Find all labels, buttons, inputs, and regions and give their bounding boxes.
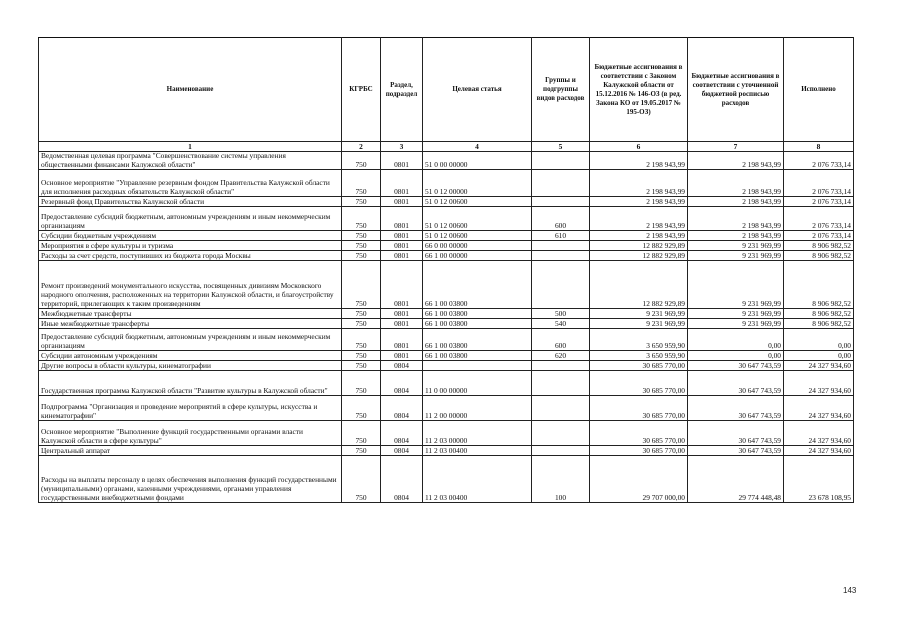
row-name: Государственная программа Калужской области "Развитие культуры в Калужской области" (39, 371, 342, 396)
row-target-article (423, 361, 532, 371)
row-executed-amount: 2 076 733,14 (784, 170, 854, 197)
header-section: Раздел, подраздел (381, 38, 423, 142)
row-expense-group: 620 (532, 351, 590, 361)
row-name: Расходы за счет средств, поступивших из бюджета города Москвы (39, 251, 342, 261)
table-row (39, 361, 854, 371)
row-name: Расходы на выплаты персоналу в целях обеспечения выполнения функций государственными (муниципальными) органами, казенными учреждениями, органами управления государственными внебюджетными фондами (39, 456, 342, 503)
row-name: Центральный аппарат (39, 446, 342, 456)
row-kgrbs: 750 (342, 261, 381, 309)
row-refined-amount: 9 231 969,99 (688, 319, 784, 329)
header-kgrbs: КГРБС (342, 38, 381, 142)
row-executed-amount: 24 327 934,60 (784, 361, 854, 371)
row-law-amount: 30 685 770,00 (590, 396, 688, 421)
row-name: Другие вопросы в области культуры, кинематографии (39, 361, 342, 371)
row-kgrbs: 750 (342, 197, 381, 207)
row-kgrbs: 750 (342, 207, 381, 231)
table-row (39, 207, 854, 231)
row-law-amount: 2 198 943,99 (590, 170, 688, 197)
row-expense-group (532, 371, 590, 396)
row-law-amount: 30 685 770,00 (590, 421, 688, 446)
row-target-article: 51 0 12 00600 (423, 207, 532, 231)
row-name: Подпрограмма "Организация и проведение мероприятий в сфере культуры, искусства и кинематографии" (39, 396, 342, 421)
row-refined-amount: 30 647 743,59 (688, 446, 784, 456)
row-target-article: 66 1 00 03800 (423, 309, 532, 319)
row-executed-amount: 8 906 982,52 (784, 261, 854, 309)
row-section: 0804 (381, 456, 423, 503)
row-section: 0804 (381, 446, 423, 456)
row-target-article: 11 2 00 00000 (423, 396, 532, 421)
row-expense-group (532, 170, 590, 197)
row-section: 0801 (381, 261, 423, 309)
row-target-article: 66 1 00 03800 (423, 319, 532, 329)
row-executed-amount: 0,00 (784, 351, 854, 361)
row-expense-group: 610 (532, 231, 590, 241)
row-refined-amount: 2 198 943,99 (688, 170, 784, 197)
row-section: 0804 (381, 396, 423, 421)
row-target-article: 66 1 00 03800 (423, 351, 532, 361)
row-target-article: 66 1 00 00000 (423, 251, 532, 261)
header-expense-group: Группы и подгруппы видов расходов (532, 38, 590, 142)
row-expense-group (532, 396, 590, 421)
row-refined-amount: 9 231 969,99 (688, 251, 784, 261)
row-section: 0801 (381, 309, 423, 319)
row-law-amount: 2 198 943,99 (590, 152, 688, 170)
row-name: Иные межбюджетные трансферты (39, 319, 342, 329)
row-expense-group (532, 446, 590, 456)
row-kgrbs: 750 (342, 251, 381, 261)
row-law-amount: 30 685 770,00 (590, 371, 688, 396)
row-section: 0804 (381, 421, 423, 446)
row-target-article: 11 2 03 00400 (423, 446, 532, 456)
row-section: 0801 (381, 241, 423, 251)
column-number: 5 (532, 142, 590, 152)
row-kgrbs: 750 (342, 351, 381, 361)
row-refined-amount: 2 198 943,99 (688, 231, 784, 241)
column-number: 6 (590, 142, 688, 152)
table-row (39, 309, 854, 319)
row-section: 0801 (381, 251, 423, 261)
row-section: 0801 (381, 170, 423, 197)
table-body (39, 152, 854, 503)
row-target-article: 66 0 00 00000 (423, 241, 532, 251)
row-law-amount: 30 685 770,00 (590, 446, 688, 456)
row-law-amount: 2 198 943,99 (590, 197, 688, 207)
row-name: Мероприятия в сфере культуры и туризма (39, 241, 342, 251)
row-name: Предоставление субсидий бюджетным, автономным учреждениям и иным некоммерческим организациям (39, 329, 342, 351)
row-expense-group (532, 197, 590, 207)
row-section: 0804 (381, 361, 423, 371)
row-name: Основное мероприятие "Управление резервным фондом Правительства Калужской области для исполнения расходных обязательств Калужской области" (39, 170, 342, 197)
row-executed-amount: 8 906 982,52 (784, 309, 854, 319)
row-executed-amount: 8 906 982,52 (784, 241, 854, 251)
table-row (39, 319, 854, 329)
row-law-amount: 12 882 929,89 (590, 261, 688, 309)
column-number: 2 (342, 142, 381, 152)
header-target-article: Целевая статья (423, 38, 532, 142)
row-refined-amount: 30 647 743,59 (688, 371, 784, 396)
row-name: Субсидии автономным учреждениям (39, 351, 342, 361)
row-section: 0801 (381, 207, 423, 231)
column-number: 1 (39, 142, 342, 152)
row-refined-amount: 0,00 (688, 351, 784, 361)
row-law-amount: 2 198 943,99 (590, 231, 688, 241)
row-refined-amount: 2 198 943,99 (688, 152, 784, 170)
table-row (39, 456, 854, 503)
row-law-amount: 12 882 929,89 (590, 241, 688, 251)
row-expense-group (532, 261, 590, 309)
row-expense-group (532, 241, 590, 251)
row-executed-amount: 2 076 733,14 (784, 207, 854, 231)
header-refined-appropriations: Бюджетные ассигнования в соответствии с уточненной бюджетной росписью расходов (688, 38, 784, 142)
row-refined-amount: 30 647 743,59 (688, 361, 784, 371)
row-kgrbs: 750 (342, 152, 381, 170)
row-name: Межбюджетные трансферты (39, 309, 342, 319)
row-section: 0801 (381, 231, 423, 241)
row-expense-group (532, 152, 590, 170)
header-name: Наименование (39, 38, 342, 142)
row-law-amount: 9 231 969,99 (590, 319, 688, 329)
row-expense-group: 100 (532, 456, 590, 503)
row-kgrbs: 750 (342, 231, 381, 241)
row-refined-amount: 2 198 943,99 (688, 207, 784, 231)
row-executed-amount: 24 327 934,60 (784, 396, 854, 421)
row-law-amount: 30 685 770,00 (590, 361, 688, 371)
row-executed-amount: 0,00 (784, 329, 854, 351)
row-refined-amount: 29 774 448,48 (688, 456, 784, 503)
column-number: 4 (423, 142, 532, 152)
row-refined-amount: 9 231 969,99 (688, 309, 784, 319)
row-law-amount: 9 231 969,99 (590, 309, 688, 319)
row-refined-amount: 9 231 969,99 (688, 261, 784, 309)
row-target-article: 51 0 12 00600 (423, 197, 532, 207)
row-name: Основное мероприятие "Выполнение функций государственными органами власти Калужской области в сфере культуры" (39, 421, 342, 446)
row-expense-group: 540 (532, 319, 590, 329)
row-name: Ведомственная целевая программа "Совершенствование системы управления общественными финансами Калужской области" (39, 152, 342, 170)
table-row (39, 446, 854, 456)
row-section: 0804 (381, 371, 423, 396)
row-kgrbs: 750 (342, 396, 381, 421)
row-section: 0801 (381, 152, 423, 170)
table-row (39, 329, 854, 351)
budget-execution-table (38, 37, 854, 503)
row-target-article: 51 0 12 00000 (423, 170, 532, 197)
row-kgrbs: 750 (342, 319, 381, 329)
row-name: Резервный фонд Правительства Калужской области (39, 197, 342, 207)
row-kgrbs: 750 (342, 371, 381, 396)
row-law-amount: 2 198 943,99 (590, 207, 688, 231)
row-section: 0801 (381, 329, 423, 351)
table-row (39, 170, 854, 197)
row-target-article: 11 0 00 00000 (423, 371, 532, 396)
row-expense-group: 600 (532, 207, 590, 231)
row-refined-amount: 30 647 743,59 (688, 396, 784, 421)
row-executed-amount: 8 906 982,52 (784, 251, 854, 261)
column-number: 3 (381, 142, 423, 152)
table-row (39, 251, 854, 261)
row-executed-amount: 23 678 108,95 (784, 456, 854, 503)
column-numbers-row (39, 142, 854, 152)
row-executed-amount: 2 076 733,14 (784, 231, 854, 241)
row-name: Ремонт произведений монументального искусства, посвященных дивизиям Московского народного ополчения, расположенных на территории Калужской области, и благоустройству территорий, прилегающих к таким произведениям (39, 261, 342, 309)
row-expense-group (532, 251, 590, 261)
row-law-amount: 29 707 000,00 (590, 456, 688, 503)
row-section: 0801 (381, 319, 423, 329)
row-kgrbs: 750 (342, 241, 381, 251)
row-target-article: 11 2 03 00000 (423, 421, 532, 446)
row-executed-amount: 24 327 934,60 (784, 371, 854, 396)
row-refined-amount: 30 647 743,59 (688, 421, 784, 446)
row-executed-amount: 2 076 733,14 (784, 197, 854, 207)
row-expense-group: 500 (532, 309, 590, 319)
row-executed-amount: 2 076 733,14 (784, 152, 854, 170)
row-section: 0801 (381, 197, 423, 207)
page-number: 143 (843, 586, 857, 595)
column-number: 7 (688, 142, 784, 152)
row-executed-amount: 24 327 934,60 (784, 446, 854, 456)
row-refined-amount: 0,00 (688, 329, 784, 351)
row-executed-amount: 8 906 982,52 (784, 319, 854, 329)
row-expense-group (532, 361, 590, 371)
table-row (39, 351, 854, 361)
row-refined-amount: 9 231 969,99 (688, 241, 784, 251)
table-header-row (39, 38, 854, 142)
row-kgrbs: 750 (342, 170, 381, 197)
row-law-amount: 3 650 959,90 (590, 329, 688, 351)
table-row (39, 241, 854, 251)
row-executed-amount: 24 327 934,60 (784, 421, 854, 446)
row-target-article: 11 2 03 00400 (423, 456, 532, 503)
row-target-article: 51 0 12 00600 (423, 231, 532, 241)
row-kgrbs: 750 (342, 446, 381, 456)
row-kgrbs: 750 (342, 421, 381, 446)
row-kgrbs: 750 (342, 456, 381, 503)
row-law-amount: 3 650 959,90 (590, 351, 688, 361)
row-target-article: 51 0 00 00000 (423, 152, 532, 170)
table-row (39, 261, 854, 309)
row-law-amount: 12 882 929,89 (590, 251, 688, 261)
row-section: 0801 (381, 351, 423, 361)
row-kgrbs: 750 (342, 361, 381, 371)
column-number: 8 (784, 142, 854, 152)
table-row (39, 197, 854, 207)
header-executed: Исполнено (784, 38, 854, 142)
row-name: Субсидии бюджетным учреждениям (39, 231, 342, 241)
table-row (39, 396, 854, 421)
table-row (39, 231, 854, 241)
header-law-appropriations: Бюджетные ассигнования в соответствии с Законом Калужской области от 15.12.2016 № 146-ОЗ (в ред. Закона КО от 19.05.2017 № 195-ОЗ) (590, 38, 688, 142)
row-refined-amount: 2 198 943,99 (688, 197, 784, 207)
row-kgrbs: 750 (342, 329, 381, 351)
row-expense-group: 600 (532, 329, 590, 351)
row-kgrbs: 750 (342, 309, 381, 319)
row-name: Предоставление субсидий бюджетным, автономным учреждениям и иным некоммерческим организациям (39, 207, 342, 231)
table-row (39, 421, 854, 446)
row-target-article: 66 1 00 03800 (423, 329, 532, 351)
table-row (39, 371, 854, 396)
row-target-article: 66 1 00 03800 (423, 261, 532, 309)
row-expense-group (532, 421, 590, 446)
table-row (39, 152, 854, 170)
